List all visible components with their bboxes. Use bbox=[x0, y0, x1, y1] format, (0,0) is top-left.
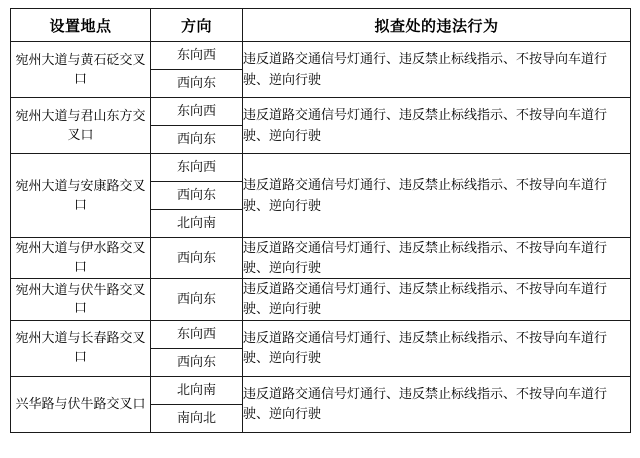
location-cell: 兴华路与伏牛路交叉口 bbox=[11, 376, 151, 432]
direction-cell: 西向东 bbox=[151, 182, 243, 210]
behavior-text: 违反道路交通信号灯通行、违反禁止标线指示、不按导向车道行驶、逆向行驶 bbox=[243, 385, 608, 422]
direction-cell: 西向东 bbox=[151, 348, 243, 376]
behavior-text: 违反道路交通信号灯通行、违反禁止标线指示、不按导向车道行驶、逆向行驶 bbox=[243, 107, 608, 143]
table-row bbox=[11, 42, 631, 70]
behavior-text: 违反道路交通信号灯通行、违反禁止标线指示、不按导向车道行驶、逆向行驶 bbox=[243, 329, 608, 366]
location-cell: 宛州大道与黄石砭交叉口 bbox=[11, 42, 151, 98]
table-row bbox=[11, 376, 631, 404]
table-row bbox=[11, 238, 631, 279]
location-cell: 宛州大道与安康路交叉口 bbox=[11, 154, 151, 238]
direction-cell: 北向南 bbox=[151, 210, 243, 238]
column-header-direction: 方向 bbox=[151, 9, 243, 42]
direction-cell: 西向东 bbox=[151, 279, 243, 320]
behavior-text: 违反道路交通信号灯通行、违反禁止标线指示、不按导向车道行驶、逆向行驶 bbox=[243, 51, 608, 87]
direction-cell: 东向西 bbox=[151, 42, 243, 70]
behavior-cell bbox=[243, 98, 631, 154]
behavior-cell bbox=[243, 42, 631, 98]
table-header bbox=[11, 9, 631, 42]
table-row bbox=[11, 320, 631, 348]
direction-cell: 东向西 bbox=[151, 98, 243, 126]
behavior-text: 违反道路交通信号灯通行、违反禁止标线指示、不按导向车道行驶、逆向行驶 bbox=[243, 177, 608, 213]
behavior-text: 违反道路交通信号灯通行、违反禁止标线指示、不按导向车道行驶、逆向行驶 bbox=[243, 281, 608, 317]
column-header-location: 设置地点 bbox=[11, 9, 151, 42]
location-cell: 宛州大道与长春路交叉口 bbox=[11, 320, 151, 376]
location-cell: 宛州大道与伊水路交叉口 bbox=[11, 238, 151, 279]
table-row bbox=[11, 98, 631, 126]
direction-cell: 西向东 bbox=[151, 70, 243, 98]
behavior-cell bbox=[243, 238, 631, 279]
behavior-cell bbox=[243, 279, 631, 320]
direction-cell: 东向西 bbox=[151, 320, 243, 348]
violation-enforcement-table bbox=[10, 8, 631, 433]
table-header-row bbox=[11, 9, 631, 42]
table-row bbox=[11, 154, 631, 182]
table-body bbox=[11, 42, 631, 433]
location-cell: 宛州大道与君山东方交叉口 bbox=[11, 98, 151, 154]
direction-cell: 南向北 bbox=[151, 404, 243, 432]
behavior-cell bbox=[243, 320, 631, 376]
table-row bbox=[11, 279, 631, 320]
direction-cell: 西向东 bbox=[151, 238, 243, 279]
behavior-cell bbox=[243, 376, 631, 432]
column-header-behavior: 拟查处的违法行为 bbox=[243, 9, 631, 42]
direction-cell: 东向西 bbox=[151, 154, 243, 182]
behavior-text: 违反道路交通信号灯通行、违反禁止标线指示、不按导向车道行驶、逆向行驶 bbox=[243, 240, 608, 276]
behavior-cell bbox=[243, 154, 631, 238]
direction-cell: 北向南 bbox=[151, 376, 243, 404]
location-cell: 宛州大道与伏牛路交叉口 bbox=[11, 279, 151, 320]
direction-cell: 西向东 bbox=[151, 126, 243, 154]
